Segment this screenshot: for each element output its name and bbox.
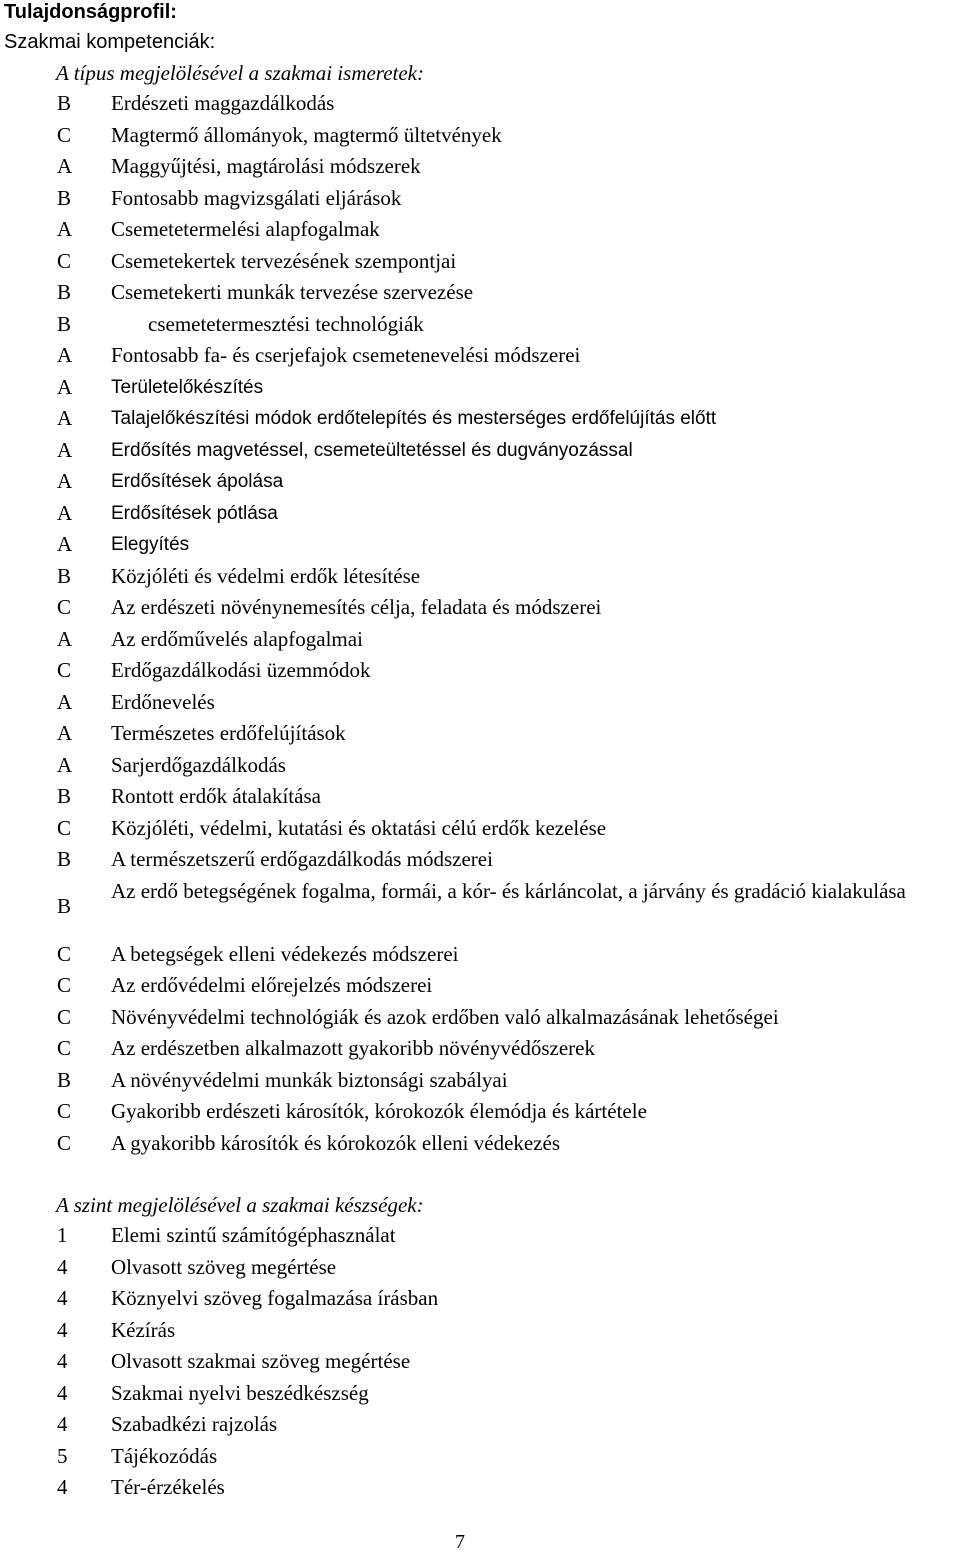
knowledge-row bbox=[0, 309, 960, 341]
skill-row bbox=[0, 1472, 960, 1504]
row-code: C bbox=[57, 815, 72, 840]
row-text: Erdészeti maggazdálkodás bbox=[111, 91, 335, 115]
row-code: 4 bbox=[57, 1475, 68, 1499]
row-text: Területelőkészítés bbox=[111, 376, 264, 398]
row-code: A bbox=[57, 689, 73, 714]
row-code: A bbox=[57, 532, 73, 556]
knowledge-row bbox=[0, 1096, 960, 1128]
row-code: B bbox=[57, 847, 72, 871]
knowledge-row bbox=[0, 970, 960, 1002]
row-text: Csemetekertek tervezésének szempontjai bbox=[111, 248, 457, 273]
row-text: Magtermő állományok, magtermő ültetvények bbox=[111, 122, 502, 147]
skill-row bbox=[0, 1252, 960, 1284]
knowledge-row bbox=[0, 561, 960, 593]
knowledge-row bbox=[0, 88, 960, 120]
row-code: C bbox=[57, 658, 72, 682]
row-text: Természetes erdőfelújítások bbox=[111, 721, 346, 745]
row-text: Fontosabb magvizsgálati eljárások bbox=[111, 185, 402, 210]
competencies-subtitle: Szakmai kompetenciák: bbox=[4, 31, 216, 53]
row-code: 4 bbox=[57, 1317, 68, 1342]
row-text: Elegyítés bbox=[111, 534, 190, 555]
knowledge-row bbox=[0, 340, 960, 372]
row-code: B bbox=[57, 563, 72, 588]
knowledge-row bbox=[0, 277, 960, 309]
row-text: A növényvédelmi munkák biztonsági szabályai bbox=[111, 1067, 508, 1092]
knowledge-row bbox=[0, 592, 960, 624]
knowledge-heading: A típus megjelölésével a szakmai ismeretek: bbox=[56, 61, 424, 85]
row-text: Erdősítések pótlása bbox=[111, 502, 278, 524]
row-code: 5 bbox=[57, 1443, 68, 1468]
knowledge-row bbox=[0, 781, 960, 813]
skill-row bbox=[0, 1220, 960, 1252]
row-code: B bbox=[57, 893, 72, 918]
row-text: A betegségek elleni védekezés módszerei bbox=[111, 941, 459, 966]
skills-heading: A szint megjelölésével a szakmai készségek: bbox=[56, 1193, 424, 1217]
row-code: 4 bbox=[57, 1254, 68, 1279]
page-number: 7 bbox=[455, 1531, 465, 1553]
knowledge-row bbox=[0, 435, 960, 467]
skills-list bbox=[0, 1220, 960, 1504]
row-code: A bbox=[57, 406, 73, 430]
knowledge-row bbox=[0, 624, 960, 656]
knowledge-row bbox=[0, 939, 960, 971]
skill-row bbox=[0, 1346, 960, 1378]
row-code: C bbox=[57, 1004, 72, 1029]
row-code: B bbox=[57, 1067, 72, 1092]
knowledge-row bbox=[0, 372, 960, 404]
knowledge-row bbox=[0, 876, 960, 939]
knowledge-row bbox=[0, 120, 960, 152]
skill-row bbox=[0, 1283, 960, 1315]
knowledge-row bbox=[0, 1128, 960, 1160]
row-code: A bbox=[57, 469, 73, 493]
knowledge-row bbox=[0, 1065, 960, 1097]
knowledge-row bbox=[0, 246, 960, 278]
row-text: Növényvédelmi technológiák és azok erdőben való alkalmazásának lehetőségei bbox=[111, 1004, 779, 1029]
knowledge-row bbox=[0, 844, 960, 876]
skill-row bbox=[0, 1441, 960, 1473]
row-text: Gyakoribb erdészeti károsítók, kórokozók élemódja és kártétele bbox=[111, 1099, 647, 1123]
row-text: Szabadkézi rajzolás bbox=[111, 1412, 278, 1436]
row-text: Olvasott szakmai szöveg megértése bbox=[111, 1349, 411, 1373]
row-code: C bbox=[57, 1130, 72, 1155]
knowledge-row bbox=[0, 214, 960, 246]
row-code: C bbox=[57, 595, 72, 619]
row-text: Tér-érzékelés bbox=[111, 1475, 225, 1499]
row-code: A bbox=[57, 437, 73, 462]
row-text: Erdősítések ápolása bbox=[111, 471, 284, 492]
row-code: 4 bbox=[57, 1380, 68, 1405]
row-code: A bbox=[57, 374, 73, 399]
skill-row bbox=[0, 1409, 960, 1441]
row-text: Erdősítés magvetéssel, csemeteültetéssel és dugványozással bbox=[111, 439, 633, 461]
knowledge-row bbox=[0, 183, 960, 215]
row-text: Tájékozódás bbox=[111, 1443, 218, 1468]
row-code: C bbox=[57, 248, 72, 273]
row-code: B bbox=[57, 280, 72, 304]
row-code: 1 bbox=[57, 1223, 68, 1247]
row-code: 4 bbox=[57, 1412, 68, 1436]
knowledge-list bbox=[0, 88, 960, 1159]
row-code: A bbox=[57, 500, 73, 525]
row-text: Talajelőkészítési módok erdőtelepítés és mesterséges erdőfelújítás előtt bbox=[111, 408, 717, 429]
row-code: C bbox=[57, 1099, 72, 1123]
row-text: Közjóléti és védelmi erdők létesítése bbox=[111, 563, 421, 588]
row-text: Csemetekerti munkák tervezése szervezése bbox=[111, 280, 474, 304]
knowledge-row bbox=[0, 151, 960, 183]
row-code: C bbox=[57, 122, 72, 147]
row-text: Sarjerdőgazdálkodás bbox=[111, 752, 286, 777]
row-code: C bbox=[57, 1036, 72, 1060]
row-code: B bbox=[57, 311, 72, 336]
skill-row bbox=[0, 1315, 960, 1347]
row-text: Az erdészeti növénynemesítés célja, feladata és módszerei bbox=[111, 595, 602, 619]
row-text: Az erdő betegségének fogalma, formái, a kór- és kárláncolat, a járvány és gradáció kialakulása bbox=[111, 878, 906, 903]
row-text: csemetetermesztési technológiák bbox=[148, 311, 424, 336]
profile-title: Tulajdonságprofil: bbox=[4, 1, 177, 23]
row-code: A bbox=[57, 343, 73, 367]
row-text: Az erdővédelmi előrejelzés módszerei bbox=[111, 973, 433, 997]
row-code: 4 bbox=[57, 1349, 68, 1373]
knowledge-row bbox=[0, 1033, 960, 1065]
knowledge-row bbox=[0, 687, 960, 719]
knowledge-row bbox=[0, 718, 960, 750]
row-code: A bbox=[57, 217, 73, 241]
row-text: Szakmai nyelvi beszédkészség bbox=[111, 1380, 369, 1405]
row-code: A bbox=[57, 721, 73, 745]
knowledge-row bbox=[0, 498, 960, 530]
knowledge-row bbox=[0, 466, 960, 498]
row-text: Olvasott szöveg megértése bbox=[111, 1254, 337, 1279]
row-text: Az erdészetben alkalmazott gyakoribb növényvédőszerek bbox=[111, 1036, 595, 1060]
knowledge-row bbox=[0, 529, 960, 561]
knowledge-row bbox=[0, 655, 960, 687]
row-text: Erdőgazdálkodási üzemmódok bbox=[111, 658, 371, 682]
row-code: C bbox=[57, 973, 72, 997]
row-code: B bbox=[57, 784, 72, 808]
row-code: 4 bbox=[57, 1286, 68, 1310]
row-code: A bbox=[57, 154, 73, 178]
row-text: Elemi szintű számítógéphasználat bbox=[111, 1223, 396, 1247]
row-text: Kézírás bbox=[111, 1317, 176, 1342]
row-text: Rontott erdők átalakítása bbox=[111, 784, 321, 808]
row-code: C bbox=[57, 941, 72, 966]
knowledge-row bbox=[0, 403, 960, 435]
row-code: B bbox=[57, 91, 72, 115]
row-text: Az erdőművelés alapfogalmai bbox=[111, 626, 363, 651]
row-text: Erdőnevelés bbox=[111, 689, 215, 714]
row-text: A gyakoribb károsítók és kórokozók elleni védekezés bbox=[111, 1130, 561, 1155]
row-text: Köznyelvi szöveg fogalmazása írásban bbox=[111, 1286, 439, 1310]
row-text: A természetszerű erdőgazdálkodás módszerei bbox=[111, 847, 493, 871]
knowledge-row bbox=[0, 1002, 960, 1034]
row-text: Közjóléti, védelmi, kutatási és oktatási célú erdők kezelése bbox=[111, 815, 607, 840]
skill-row bbox=[0, 1378, 960, 1410]
row-code: A bbox=[57, 752, 73, 777]
row-code: A bbox=[57, 626, 73, 651]
knowledge-row bbox=[0, 813, 960, 845]
row-text: Maggyűjtési, magtárolási módszerek bbox=[111, 154, 421, 178]
row-text: Csemetetermelési alapfogalmak bbox=[111, 217, 380, 241]
row-code: B bbox=[57, 185, 72, 210]
row-text: Fontosabb fa- és cserjefajok csemetenevelési módszerei bbox=[111, 343, 581, 367]
knowledge-row bbox=[0, 750, 960, 782]
